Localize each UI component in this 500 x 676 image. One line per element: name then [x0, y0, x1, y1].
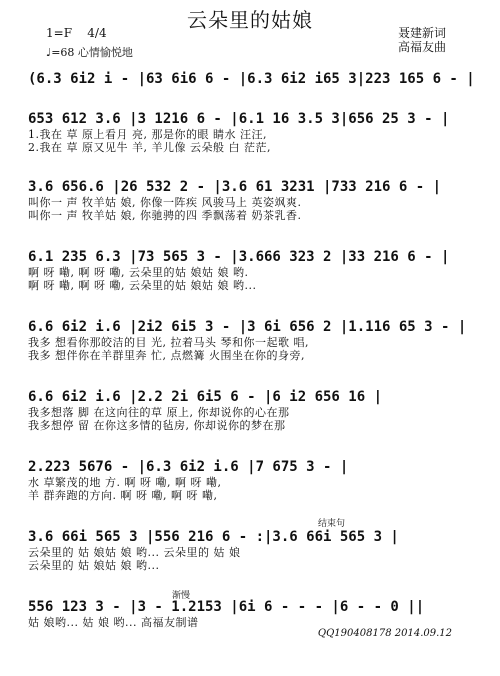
composer-credit: 高福友曲: [397, 40, 446, 54]
lyricist-credit: 聂建新词: [397, 26, 446, 40]
lyric-verse-1: 我多想落 脚 在这向往的草 原上, 你却说你的心在那: [28, 406, 290, 419]
score-row: [28, 528, 472, 572]
score-row: [28, 598, 472, 629]
key-signature: 1=F: [46, 26, 73, 40]
score-row: [28, 178, 472, 222]
lyric-verse-1: 云朵里的 姑 娘姑 娘 哟... 云朵里的 姑 娘: [28, 546, 241, 559]
score-row: [28, 318, 472, 362]
lyric-verse-2: 啊 呀 嘞, 啊 呀 嘞, 云朵里的姑 娘姑 娘 哟...: [28, 279, 257, 292]
key-time-line: [46, 26, 133, 40]
lyric-verse-2: 我多想停 留 在你这多情的毡房, 你却说你的梦在那: [28, 419, 286, 432]
score-row: [28, 110, 472, 154]
lyric-verse-1: 我多 想看你那皎洁的目 光, 拉着马头 琴和你一起歌 唱,: [28, 336, 309, 349]
lyric-verse-2: 叫你一 声 牧羊姑 娘, 你驰骋的四 季飘荡着 奶茶乳香.: [28, 209, 302, 222]
signature-line: QQ190408178 2014.09.12: [317, 628, 452, 639]
header-left: [46, 26, 133, 60]
lyric-verse-1: 水 草繁茂的地 方. 啊 呀 嘞, 啊 呀 嘞,: [28, 476, 222, 489]
song-title: 云朵里的姑娘: [187, 8, 313, 32]
notation-line: 653 612 3.6 |3 1216 6 - |6.1 16 3.5 3|656 25 3 - |: [28, 111, 450, 127]
score-row: [28, 388, 472, 432]
lyric-verse-2: 云朵里的 姑 娘姑 娘 哟...: [28, 559, 160, 572]
lyric-verse-1: 叫你一 声 牧羊姑 娘, 你像一阵疾 风骏马上 英姿飒爽.: [28, 196, 302, 209]
lyric-verse-2: 2.我在 草 原又见牛 羊, 羊儿像 云朵般 白 茫茫,: [28, 141, 271, 154]
lyric-verse-2: 羊 群奔跑的方向. 啊 呀 嘞, 啊 呀 嘞,: [28, 489, 218, 502]
header-right: [398, 26, 446, 54]
notation-line: 2.223 5676 - |6.3 6i2 i.6 |7 675 3 - |: [28, 459, 349, 475]
end-phrase-label: 结束句: [318, 519, 346, 529]
ritardando-label: 渐慢: [172, 591, 191, 601]
notation-line: 556 123 3 - |3 - 1.2153 |6i 6 - - - |6 - - 0 ||: [28, 599, 425, 615]
notation-line: 3.6 66i 565 3 |556 216 6 - :|3.6 66i 565 3 |: [28, 529, 399, 545]
notation-line: (6.3 6i2 i - |63 6i6 6 - |6.3 6i2 i65 3|223 165 6 - |: [28, 71, 475, 87]
score-row: [28, 458, 472, 502]
notation-line: 3.6 656.6 |26 532 2 - |3.6 61 3231 |733 216 6 - |: [28, 179, 442, 195]
footer-credit: [318, 628, 452, 639]
time-signature: 4/4: [87, 26, 107, 40]
notation-line: 6.6 6i2 i.6 |2i2 6i5 3 - |3 6i 656 2 |1.116 65 3 - |: [28, 319, 467, 335]
lyric-verse-1: 啊 呀 嘞, 啊 呀 嘞, 云朵里的姑 娘姑 娘 哟.: [28, 266, 249, 279]
notation-line: 6.6 6i2 i.6 |2.2 2i 6i5 6 - |6 i2 656 16 |: [28, 389, 383, 405]
score-row: [28, 248, 472, 292]
lyric-verse-1: 1.我在 草 原上看月 亮, 那是你的眼 睛水 汪汪,: [28, 128, 267, 141]
tempo-marking: ♩=68 心情愉悦地: [46, 46, 133, 59]
lyric-verse-1: 姑 娘哟... 姑 娘 哟... 高福友制谱: [28, 616, 199, 629]
lyric-verse-2: 我多 想伴你在羊群里奔 忙, 点燃篝 火围坐在你的身旁,: [28, 349, 305, 362]
score-row: [28, 70, 475, 88]
notation-line: 6.1 235 6.3 |73 565 3 - |3.666 323 2 |33 216 6 - |: [28, 249, 450, 265]
